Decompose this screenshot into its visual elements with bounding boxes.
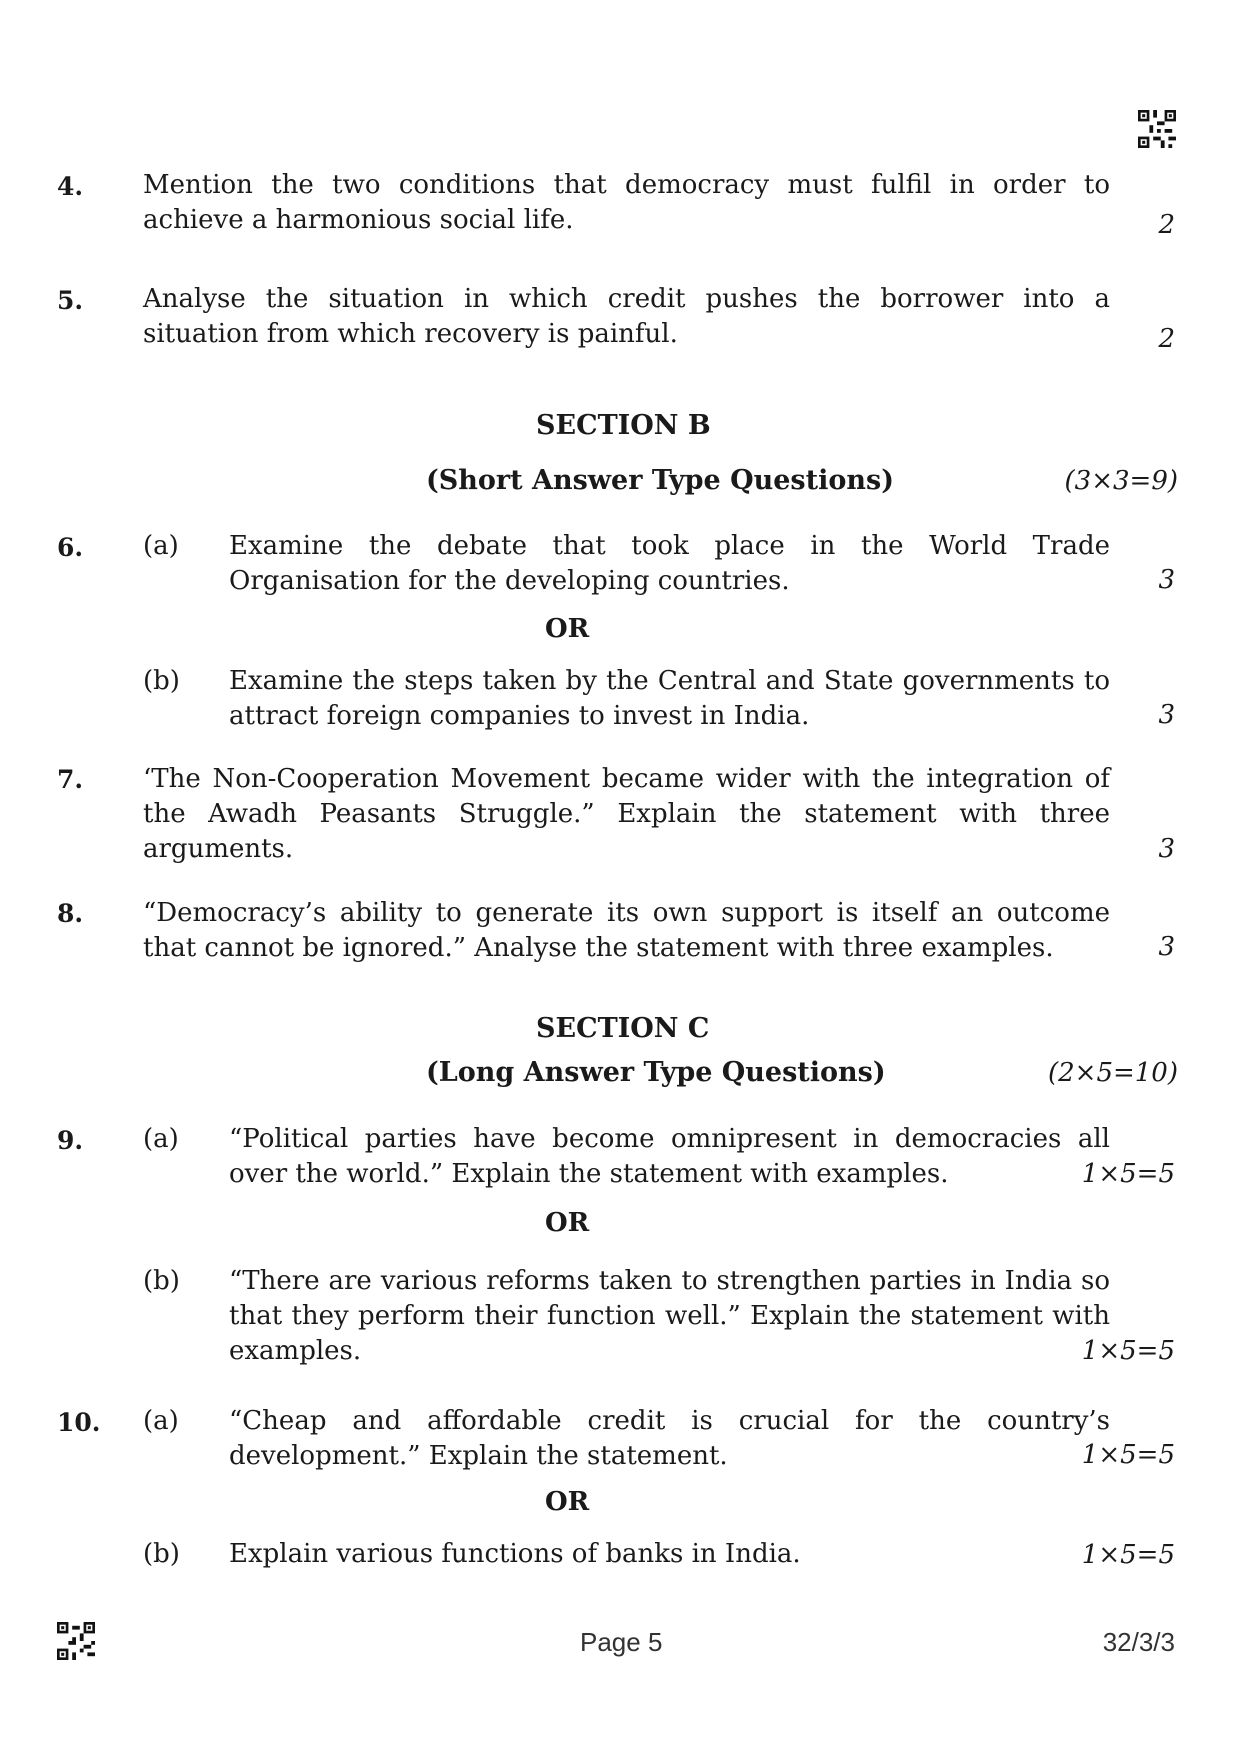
or-separator: OR [545, 1487, 590, 1517]
question-number: 5. [57, 286, 84, 315]
sub-label: (b) [143, 1539, 180, 1569]
marks: 3 [1158, 700, 1175, 730]
marks: 3 [1158, 834, 1175, 864]
question-number: 4. [57, 172, 84, 201]
section-marks: (3×3=9) [1064, 466, 1178, 496]
paper-code: 32/3/3 [1102, 1627, 1175, 1657]
question-text: “There are various reforms taken to strengthen parties in India so that they perform their function well.” Explain the statement with examples. [229, 1266, 1110, 1366]
question-text: Analyse the situation in which credit pushes the borrower into a situation from which recovery is painful. [143, 284, 1110, 349]
question-text: “Political parties have become omnipresent in democracies all over the world.” Explain the statement with examples. [229, 1124, 1110, 1189]
question-text: “Cheap and affordable credit is crucial for the country’s development.” Explain the statement. [229, 1406, 1110, 1471]
question-text: Mention the two conditions that democracy must fulfil in order to achieve a harmonious social life. [143, 170, 1110, 235]
question-number: 9. [57, 1126, 84, 1155]
question-text: “Democracy’s ability to generate its own support is itself an outcome that cannot be ignored.” Analyse the statement with three examples. [143, 898, 1110, 963]
marks: 1×5=5 [1081, 1336, 1175, 1366]
qr-code-icon [57, 1622, 95, 1660]
section-marks: (2×5=10) [1047, 1058, 1178, 1088]
question-number: 8. [57, 899, 84, 928]
sub-label: (b) [143, 1266, 180, 1296]
question-number: 10. [57, 1408, 101, 1437]
marks: 2 [1158, 324, 1175, 354]
question-text: Examine the debate that took place in the World Trade Organisation for the developing countries. [229, 531, 1110, 596]
marks: 1×5=5 [1081, 1540, 1175, 1570]
question-text: Examine the steps taken by the Central and State governments to attract foreign companies to invest in India. [229, 666, 1110, 731]
marks: 1×5=5 [1081, 1440, 1175, 1470]
or-separator: OR [545, 614, 590, 644]
question-number: 7. [57, 765, 84, 794]
section-subtitle: (Long Answer Type Questions) [426, 1057, 886, 1088]
question-number: 6. [57, 533, 84, 562]
marks: 3 [1158, 932, 1175, 962]
marks: 3 [1158, 565, 1175, 595]
section-title: SECTION C [536, 1013, 710, 1044]
sub-label: (a) [143, 1406, 179, 1436]
marks: 2 [1158, 210, 1175, 240]
sub-label: (a) [143, 1124, 179, 1154]
sub-label: (a) [143, 531, 179, 561]
section-title: SECTION B [536, 410, 711, 441]
question-text: ‘The Non-Cooperation Movement became wider with the integration of the Awadh Peasants Struggle.” Explain the statement with three arguments. [143, 764, 1110, 864]
section-subtitle: (Short Answer Type Questions) [426, 465, 894, 496]
sub-label: (b) [143, 666, 180, 696]
or-separator: OR [545, 1208, 590, 1238]
question-text: Explain various functions of banks in India. [229, 1539, 801, 1569]
marks: 1×5=5 [1081, 1159, 1175, 1189]
qr-code-icon [1138, 110, 1176, 148]
page-number: Page 5 [580, 1627, 663, 1657]
